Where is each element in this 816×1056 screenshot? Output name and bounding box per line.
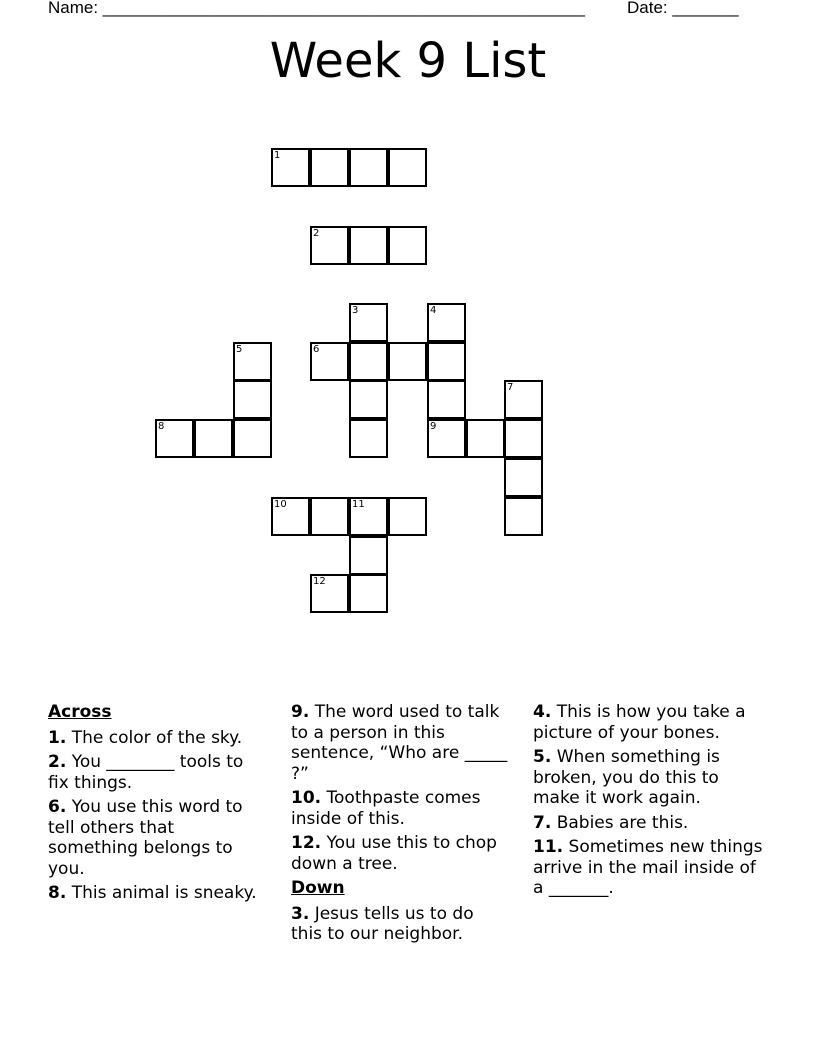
clue-item	[533, 702, 765, 743]
grid-cell[interactable]	[427, 380, 466, 419]
clues-column-2	[291, 702, 509, 949]
grid-cell[interactable]	[388, 497, 427, 536]
clue-number: 10	[274, 499, 287, 510]
grid-cell[interactable]	[310, 342, 349, 381]
clue-number: 2.	[48, 752, 67, 772]
clue-number: 8.	[48, 883, 67, 903]
clue-item	[291, 702, 509, 784]
across-heading: Across	[48, 702, 112, 722]
clue-item	[533, 747, 765, 809]
clue-number: 9	[430, 421, 437, 432]
grid-cell[interactable]	[310, 497, 349, 536]
grid-cell[interactable]	[388, 342, 427, 381]
grid-cell[interactable]	[349, 226, 388, 265]
clues-column-3	[533, 702, 765, 903]
clue-text: When something is broken, you do this to make it work again.	[533, 747, 720, 808]
clue-item	[291, 833, 509, 874]
clue-text: The color of the sky.	[66, 727, 243, 748]
grid-cell[interactable]	[504, 497, 543, 536]
clue-text: This animal is sneaky.	[66, 883, 257, 903]
grid-cell[interactable]	[427, 303, 466, 342]
grid-cell[interactable]	[310, 574, 349, 613]
clue-number: 2	[313, 228, 320, 239]
grid-cell[interactable]	[194, 419, 233, 458]
grid-cell[interactable]	[233, 380, 272, 419]
grid-cell[interactable]	[349, 536, 388, 575]
clue-text: Sometimes new things arrive in the mail inside of a _______.	[533, 837, 763, 898]
grid-cell[interactable]	[388, 148, 427, 187]
grid-cell[interactable]	[349, 303, 388, 342]
clue-number: 3	[352, 305, 359, 316]
grid-cell[interactable]	[504, 458, 543, 497]
clue-number: 12	[313, 576, 326, 587]
down-heading: Down	[291, 878, 345, 898]
grid-cell[interactable]	[388, 226, 427, 265]
clue-text: You ________ tools to fix things.	[48, 752, 244, 793]
date-field-label: Date: _______	[627, 0, 739, 17]
grid-cell[interactable]	[271, 497, 310, 536]
grid-cell[interactable]	[310, 226, 349, 265]
clue-number: 1.	[48, 727, 67, 748]
clues-column-1	[48, 702, 266, 908]
clue-text: The word used to talk to a person in this sentence, “Who are _____ ?”	[291, 702, 508, 784]
grid-cell[interactable]	[504, 380, 543, 419]
clue-text: Jesus tells us to do this to our neighbor.	[291, 903, 474, 944]
grid-cell[interactable]	[466, 419, 505, 458]
grid-cell[interactable]	[349, 342, 388, 381]
page-title: Week 9 List	[269, 33, 547, 89]
clue-item	[291, 788, 509, 829]
grid-cell[interactable]	[349, 148, 388, 187]
grid-cell[interactable]	[349, 380, 388, 419]
clue-text: You use this to chop down a tree.	[291, 833, 497, 874]
grid-cell[interactable]	[349, 419, 388, 458]
grid-cell[interactable]	[233, 342, 272, 381]
grid-cell[interactable]	[349, 497, 388, 536]
clue-number: 9.	[291, 702, 310, 722]
clue-number: 4.	[533, 702, 552, 722]
clue-number: 3.	[291, 903, 310, 924]
clue-number: 5	[236, 344, 243, 355]
clue-item	[533, 813, 765, 834]
clue-number: 8	[158, 421, 165, 432]
grid-cell[interactable]	[233, 419, 272, 458]
clue-number: 11	[352, 499, 365, 510]
clue-item	[291, 904, 509, 945]
clue-number: 7.	[533, 812, 552, 833]
grid-cell[interactable]	[310, 148, 349, 187]
grid-cell[interactable]	[349, 574, 388, 613]
grid-cell[interactable]	[504, 419, 543, 458]
clue-number: 6.	[48, 797, 67, 817]
grid-cell[interactable]	[271, 148, 310, 187]
clue-text: Toothpaste comes inside of this.	[291, 788, 481, 829]
clue-number: 6	[313, 344, 320, 355]
grid-cell[interactable]	[427, 342, 466, 381]
clue-item	[533, 837, 765, 899]
name-field-label: Name: ___________________________________________________	[48, 0, 585, 17]
clue-number: 12.	[291, 833, 322, 853]
grid-cell[interactable]	[155, 419, 194, 458]
clue-number: 4	[430, 305, 437, 316]
clue-item	[48, 752, 266, 793]
clue-item	[48, 797, 266, 879]
clue-number: 5.	[533, 747, 552, 767]
clue-number: 1	[274, 150, 281, 161]
clue-text: This is how you take a picture of your bones.	[533, 702, 746, 743]
clue-number: 11.	[533, 837, 564, 857]
clue-text: Babies are this.	[551, 812, 689, 833]
grid-cell[interactable]	[427, 419, 466, 458]
clue-number: 7	[507, 382, 514, 393]
clue-number: 10.	[291, 788, 322, 808]
clue-item	[48, 883, 266, 904]
clue-item	[48, 728, 266, 749]
clue-text: You use this word to tell others that something belongs to you.	[48, 797, 243, 879]
